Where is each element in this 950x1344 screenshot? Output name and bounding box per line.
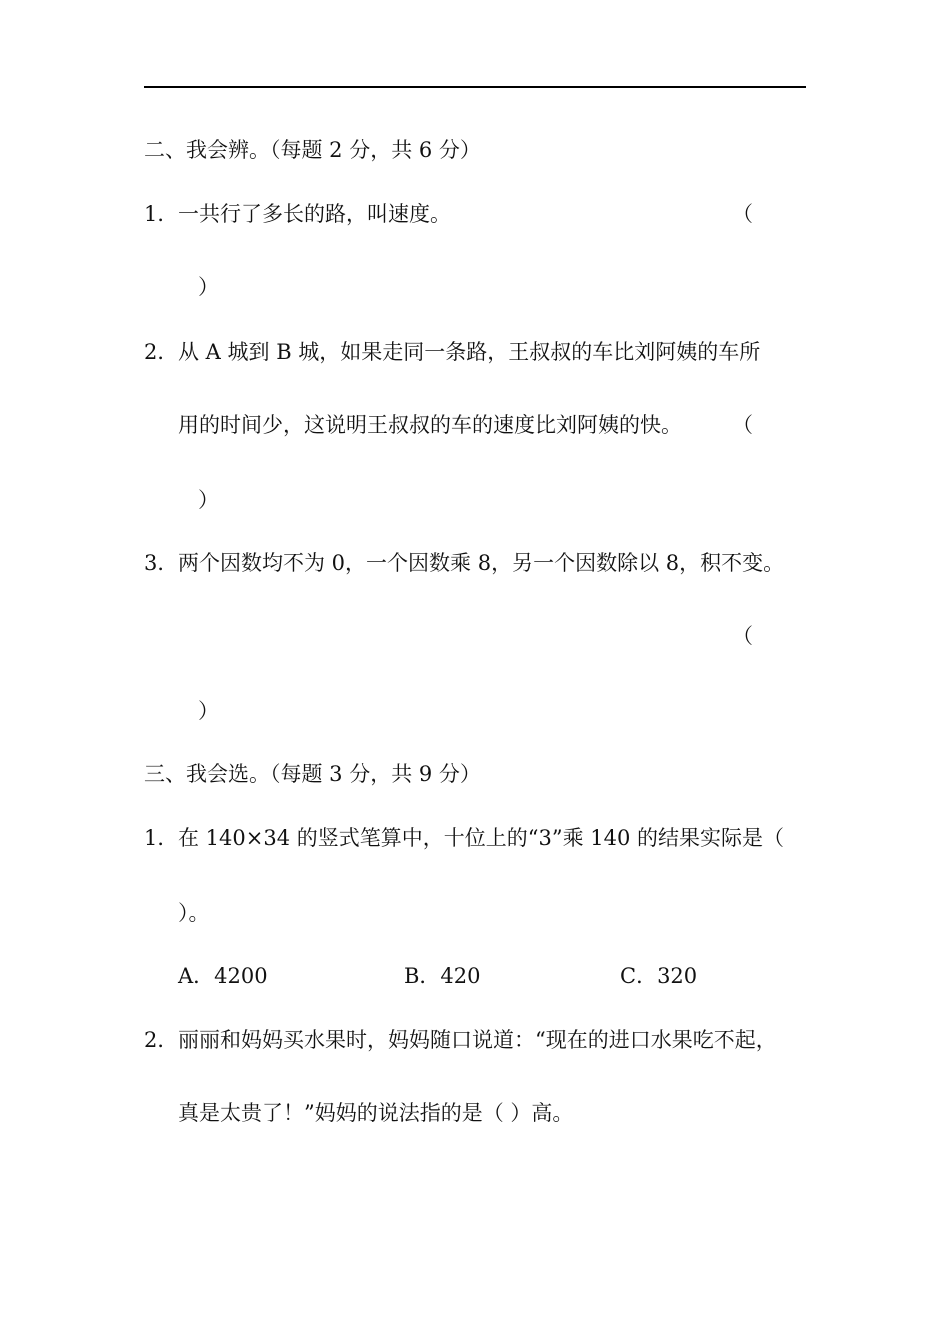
section-2-title: 二、我会辨。（每题 2 分，共 6 分） — [144, 138, 481, 162]
s2-q2-paren-open: （ — [732, 413, 753, 437]
section-3-title: 三、我会选。（每题 3 分，共 9 分） — [144, 762, 481, 786]
s2-q2-line1: 从 A 城到 B 城，如果走同一条路，王叔叔的车比刘阿姨的车所 — [178, 340, 761, 364]
s3-q2-line2: 真是太贵了！”妈妈的说法指的是（ ）高。 — [178, 1101, 574, 1125]
s2-q1-paren-close: ） — [198, 275, 219, 299]
s2-q2-line2: 用的时间少，这说明王叔叔的车的速度比刘阿姨的快。 — [178, 413, 682, 437]
s2-q3-paren-open: （ — [732, 624, 753, 648]
s3-q1-number: 1． — [144, 826, 179, 850]
s3-q2-number: 2． — [144, 1028, 179, 1052]
s2-q3-paren-close: ） — [198, 699, 219, 723]
s3-q1-line2: ）。 — [178, 901, 210, 925]
s2-q3-number: 3． — [144, 551, 179, 575]
s2-q1-number: 1． — [144, 202, 179, 226]
s2-q2-number: 2． — [144, 340, 179, 364]
s2-q1-text: 一共行了多长的路，叫速度。 — [178, 202, 451, 226]
s3-q1-option-c: C．320 — [620, 964, 698, 988]
s3-q2-line1: 丽丽和妈妈买水果时，妈妈随口说道：“现在的进口水果吃不起， — [178, 1028, 777, 1052]
header-rule — [144, 86, 806, 88]
s3-q1-line1: 在 140×34 的竖式笔算中，十位上的“3”乘 140 的结果实际是（ — [178, 826, 785, 850]
s2-q1-paren-open: （ — [732, 202, 753, 226]
s3-q1-option-a: A．4200 — [178, 964, 268, 988]
s2-q2-paren-close: ） — [198, 488, 219, 512]
s3-q1-option-b: B．420 — [404, 964, 481, 988]
s2-q3-text: 两个因数均不为 0，一个因数乘 8，另一个因数除以 8，积不变。 — [178, 551, 785, 575]
